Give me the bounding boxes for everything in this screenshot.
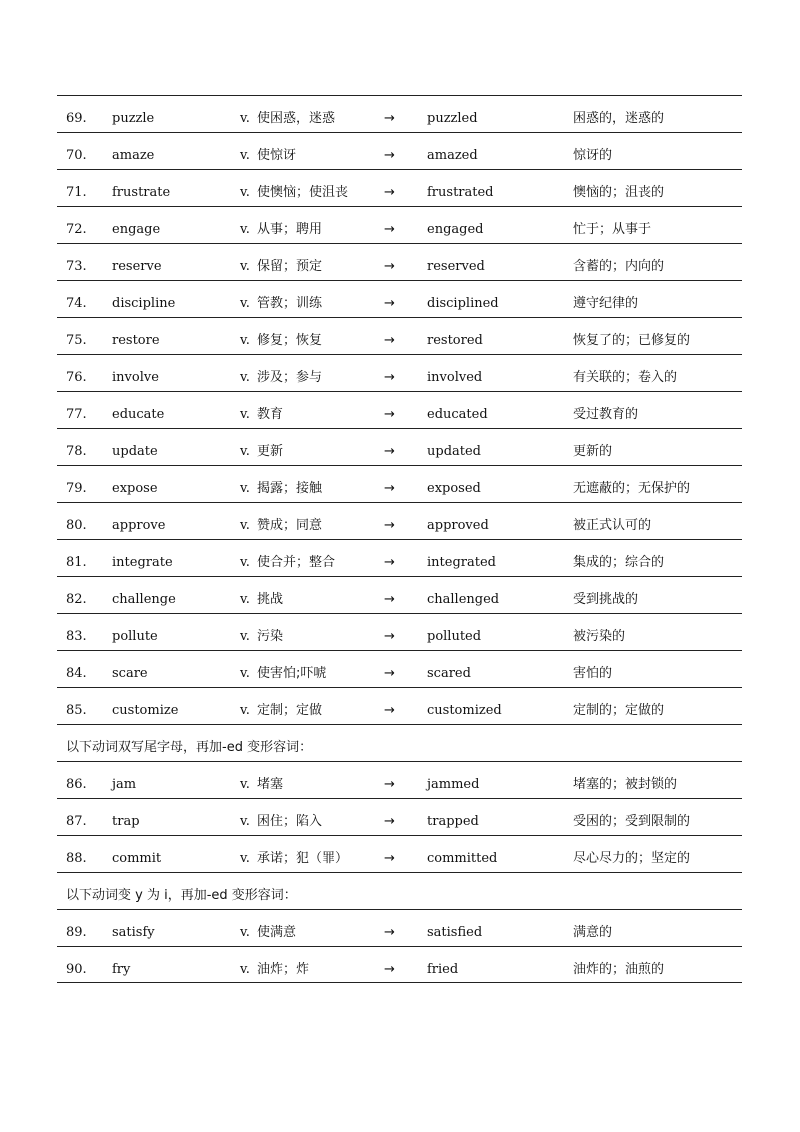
adjective-word: satisfied <box>427 925 483 940</box>
entry-number: 72. <box>66 222 87 237</box>
part-of-speech: v. <box>240 814 250 829</box>
adjective-meaning: 无遮蔽的；无保护的 <box>573 481 691 496</box>
verb-meaning: 保留；预定 <box>257 259 323 274</box>
verb-meaning: 使惊讶 <box>257 148 297 163</box>
adjective-word: restored <box>427 333 483 348</box>
part-of-speech: v. <box>240 518 250 533</box>
vocab-row <box>57 354 742 391</box>
adjective-meaning: 尽心尽力的；坚定的 <box>573 851 691 866</box>
adjective-word: committed <box>427 851 498 866</box>
verb-meaning: 更新 <box>257 444 284 459</box>
verb-word: integrate <box>112 555 173 570</box>
verb-word: jam <box>112 777 137 792</box>
section-heading-text: 以下动词双写尾字母，再加-ed 变形容词： <box>66 740 313 755</box>
adjective-meaning: 恢复了的；已修复的 <box>573 333 691 348</box>
vocab-row <box>57 428 742 465</box>
part-of-speech: v. <box>240 259 250 274</box>
part-of-speech: v. <box>240 185 250 200</box>
verb-meaning: 污染 <box>257 629 284 644</box>
verb-word: involve <box>112 370 159 385</box>
verb-word: restore <box>112 333 160 348</box>
adjective-meaning: 遵守纪律的 <box>573 296 639 311</box>
adjective-meaning: 受困的；受到限制的 <box>573 814 691 829</box>
adjective-word: jammed <box>427 777 480 792</box>
arrow-icon: → <box>384 444 395 459</box>
adjective-word: fried <box>427 962 459 977</box>
entry-number: 90. <box>66 962 87 977</box>
entry-number: 89. <box>66 925 87 940</box>
adjective-meaning: 有关联的；卷入的 <box>573 370 678 385</box>
part-of-speech: v. <box>240 481 250 496</box>
part-of-speech: v. <box>240 925 250 940</box>
arrow-icon: → <box>384 370 395 385</box>
adjective-meaning: 被正式认可的 <box>573 518 652 533</box>
entry-number: 82. <box>66 592 87 607</box>
part-of-speech: v. <box>240 407 250 422</box>
verb-word: trap <box>112 814 140 829</box>
vocabulary-table <box>57 95 742 983</box>
verb-meaning: 教育 <box>257 407 284 422</box>
verb-word: satisfy <box>112 925 155 940</box>
verb-word: reserve <box>112 259 162 274</box>
entry-number: 83. <box>66 629 87 644</box>
vocab-row <box>57 650 742 687</box>
entry-number: 86. <box>66 777 87 792</box>
adjective-meaning: 定制的；定做的 <box>573 703 665 718</box>
vocab-row <box>57 95 742 132</box>
part-of-speech: v. <box>240 629 250 644</box>
entry-number: 75. <box>66 333 87 348</box>
part-of-speech: v. <box>240 777 250 792</box>
verb-meaning: 承诺；犯（罪） <box>257 851 349 866</box>
vocab-row <box>57 206 742 243</box>
vocab-row <box>57 317 742 354</box>
adjective-meaning: 受到挑战的 <box>573 592 639 607</box>
arrow-icon: → <box>384 666 395 681</box>
entry-number: 78. <box>66 444 87 459</box>
part-of-speech: v. <box>240 111 250 126</box>
adjective-word: challenged <box>427 592 500 607</box>
vocab-row <box>57 946 742 983</box>
part-of-speech: v. <box>240 222 250 237</box>
vocab-row <box>57 798 742 835</box>
adjective-word: trapped <box>427 814 479 829</box>
part-of-speech: v. <box>240 703 250 718</box>
part-of-speech: v. <box>240 333 250 348</box>
adjective-word: disciplined <box>427 296 499 311</box>
verb-word: engage <box>112 222 161 237</box>
verb-meaning: 管教；训练 <box>257 296 323 311</box>
entry-number: 73. <box>66 259 87 274</box>
part-of-speech: v. <box>240 962 250 977</box>
part-of-speech: v. <box>240 592 250 607</box>
entry-number: 81. <box>66 555 87 570</box>
arrow-icon: → <box>384 592 395 607</box>
arrow-icon: → <box>384 962 395 977</box>
arrow-icon: → <box>384 259 395 274</box>
arrow-icon: → <box>384 148 395 163</box>
verb-word: amaze <box>112 148 155 163</box>
adjective-meaning: 堵塞的；被封锁的 <box>573 777 678 792</box>
verb-meaning: 赞成；同意 <box>257 518 323 533</box>
vocab-row <box>57 132 742 169</box>
arrow-icon: → <box>384 333 395 348</box>
adjective-word: puzzled <box>427 111 478 126</box>
verb-word: update <box>112 444 158 459</box>
arrow-icon: → <box>384 407 395 422</box>
verb-word: pollute <box>112 629 158 644</box>
arrow-icon: → <box>384 222 395 237</box>
part-of-speech: v. <box>240 444 250 459</box>
vocab-row <box>57 169 742 206</box>
part-of-speech: v. <box>240 148 250 163</box>
adjective-meaning: 害怕的 <box>573 666 613 681</box>
entry-number: 77. <box>66 407 87 422</box>
adjective-meaning: 困惑的，迷惑的 <box>573 111 665 126</box>
arrow-icon: → <box>384 703 395 718</box>
verb-meaning: 定制；定做 <box>257 703 323 718</box>
vocab-row <box>57 835 742 872</box>
verb-meaning: 使害怕;吓唬 <box>257 666 327 681</box>
adjective-meaning: 懊恼的；沮丧的 <box>573 185 665 200</box>
vocab-row <box>57 539 742 576</box>
arrow-icon: → <box>384 555 395 570</box>
verb-word: frustrate <box>112 185 171 200</box>
entry-number: 85. <box>66 703 87 718</box>
section-heading <box>57 724 742 761</box>
section-heading-text: 以下动词变 y 为 i，再加-ed 变形容词： <box>66 888 297 903</box>
verb-meaning: 使合并；整合 <box>257 555 336 570</box>
vocab-row <box>57 465 742 502</box>
vocab-row <box>57 613 742 650</box>
entry-number: 70. <box>66 148 87 163</box>
part-of-speech: v. <box>240 296 250 311</box>
entry-number: 84. <box>66 666 87 681</box>
verb-meaning: 困住；陷入 <box>257 814 323 829</box>
adjective-word: polluted <box>427 629 482 644</box>
verb-word: puzzle <box>112 111 155 126</box>
adjective-meaning: 更新的 <box>573 444 613 459</box>
entry-number: 69. <box>66 111 87 126</box>
arrow-icon: → <box>384 851 395 866</box>
adjective-word: amazed <box>427 148 478 163</box>
adjective-meaning: 油炸的；油煎的 <box>573 962 665 977</box>
verb-meaning: 从事；聘用 <box>257 222 323 237</box>
adjective-meaning: 含蓄的；内向的 <box>573 259 665 274</box>
entry-number: 88. <box>66 851 87 866</box>
adjective-word: exposed <box>427 481 481 496</box>
arrow-icon: → <box>384 185 395 200</box>
vocab-row <box>57 761 742 798</box>
part-of-speech: v. <box>240 555 250 570</box>
adjective-word: frustrated <box>427 185 494 200</box>
arrow-icon: → <box>384 111 395 126</box>
vocab-row <box>57 502 742 539</box>
adjective-word: integrated <box>427 555 496 570</box>
adjective-word: engaged <box>427 222 484 237</box>
verb-word: customize <box>112 703 179 718</box>
adjective-meaning: 惊讶的 <box>573 148 613 163</box>
vocab-row <box>57 391 742 428</box>
part-of-speech: v. <box>240 370 250 385</box>
arrow-icon: → <box>384 296 395 311</box>
vocab-row <box>57 576 742 613</box>
adjective-word: educated <box>427 407 488 422</box>
adjective-word: involved <box>427 370 483 385</box>
section-heading <box>57 872 742 909</box>
entry-number: 76. <box>66 370 87 385</box>
entry-number: 87. <box>66 814 87 829</box>
arrow-icon: → <box>384 777 395 792</box>
verb-meaning: 揭露；接触 <box>257 481 323 496</box>
verb-meaning: 涉及；参与 <box>257 370 323 385</box>
verb-meaning: 修复；恢复 <box>257 333 323 348</box>
verb-word: discipline <box>112 296 176 311</box>
verb-meaning: 油炸；炸 <box>257 962 310 977</box>
entry-number: 71. <box>66 185 87 200</box>
part-of-speech: v. <box>240 666 250 681</box>
adjective-word: updated <box>427 444 482 459</box>
vocab-row <box>57 687 742 724</box>
verb-word: expose <box>112 481 158 496</box>
verb-word: commit <box>112 851 162 866</box>
entry-number: 74. <box>66 296 87 311</box>
verb-word: challenge <box>112 592 176 607</box>
vocab-row <box>57 909 742 946</box>
adjective-meaning: 忙于；从事于 <box>573 222 652 237</box>
adjective-word: scared <box>427 666 471 681</box>
adjective-word: customized <box>427 703 502 718</box>
adjective-meaning: 受过教育的 <box>573 407 639 422</box>
verb-meaning: 使满意 <box>257 925 297 940</box>
arrow-icon: → <box>384 925 395 940</box>
verb-word: approve <box>112 518 166 533</box>
adjective-word: approved <box>427 518 489 533</box>
vocab-row <box>57 280 742 317</box>
verb-meaning: 堵塞 <box>257 777 284 792</box>
verb-meaning: 使懊恼；使沮丧 <box>257 185 349 200</box>
verb-meaning: 使困惑，迷惑 <box>257 111 336 126</box>
arrow-icon: → <box>384 814 395 829</box>
adjective-word: reserved <box>427 259 485 274</box>
adjective-meaning: 满意的 <box>573 925 613 940</box>
arrow-icon: → <box>384 629 395 644</box>
verb-word: educate <box>112 407 165 422</box>
adjective-meaning: 集成的；综合的 <box>573 555 665 570</box>
adjective-meaning: 被污染的 <box>573 629 626 644</box>
arrow-icon: → <box>384 518 395 533</box>
vocab-row <box>57 243 742 280</box>
verb-meaning: 挑战 <box>257 592 284 607</box>
verb-word: fry <box>112 962 131 977</box>
part-of-speech: v. <box>240 851 250 866</box>
entry-number: 79. <box>66 481 87 496</box>
verb-word: scare <box>112 666 148 681</box>
arrow-icon: → <box>384 481 395 496</box>
entry-number: 80. <box>66 518 87 533</box>
